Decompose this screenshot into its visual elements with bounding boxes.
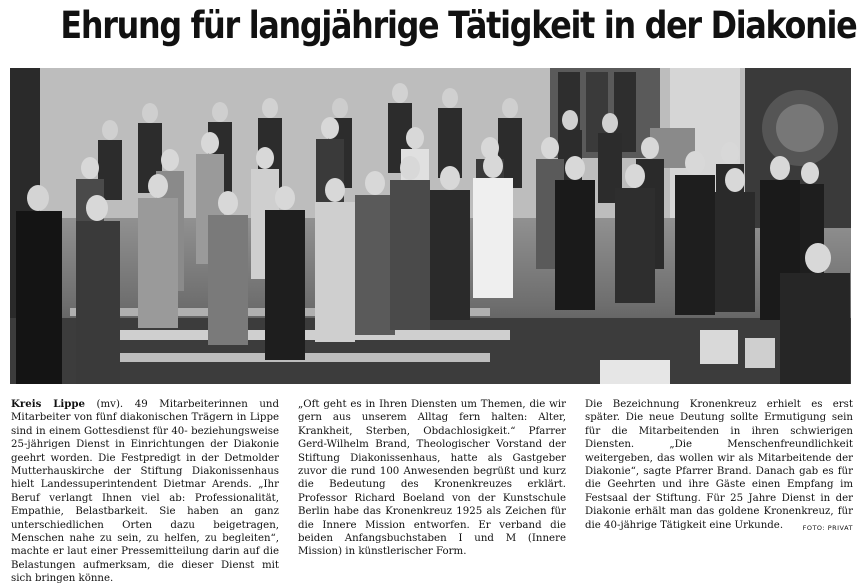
article-text-3: Die Bezeichnung Kronenkreuz erhielt es erst später. Die neue Deutung sollte Ermutigung sein für die Mitarbeitenden in ihren schwierigen Diensten. „Die Menschenfreundlichkeit weitergeben, das wollen wir als Mitarbeitende der Diakonie“, sagte Pfarrer Brand. Danach gab es für die Geehrten und ihre Gäste einen Empfang im Festsaal der Stiftung. Für 25 Jahre Dienst in der Diakonie erhält man das goldene Kronenkreuz, für die 40-jährige Tätigkeit eine Urkunde.: [585, 399, 853, 531]
photo-credit: FOTO: PRIVAT: [802, 523, 853, 532]
article-text-1: (mv). 49 Mitarbeiterinnen und Mitarbeiter von fünf diakonischen Trägern in Lippe sind in einem Gottesdienst für 40- beziehungsweise 25-jährigen Dienst in Einrichtungen der Diakonie geehrt worden. Die Festpredigt in der Detmolder Mutterhauskirche der Stiftung Diakonissenhaus hielt Landessuperintendent Dietmar Arends. „Ihr Beruf verlangt Ihnen viel ab: Professionalität, Empathie, Belastbarkeit. Sie haben an ganz unterschiedlichen Orten dazu beigetragen, Menschen nahe zu sein, zu helfen, zu begleiten“, machte er laut einer Pressemitteilung darin auf die Belastungen aufmerksam, die dieser Dienst mit sich bringen könne.: [11, 399, 279, 585]
article-column-1: [11, 398, 279, 586]
group-photo: [10, 68, 851, 384]
article-text-2: „Oft geht es in Ihren Diensten um Themen, die wir gern aus unserem Alltag fern halten: Alter, Krankheit, Sterben, Obdachlosigkeit.“ Pfarrer Gerd-Wilhelm Brand, Theologischer Vorstand der Stiftung Diakonissenhaus, hatte als Gastgeber zuvor die rund 100 Anwesenden begrüßt und kurz die Bedeutung des Kronenkreuzes erklärt. Professor Richard Boeland von der Kunstschule Berlin habe das Kronenkreuz 1925 als Zeichen für die Innere Mission entworfen. Er verband die beiden Anfangsbuchstaben I und M (Innere Mission) in künstlerischer Form.: [298, 399, 566, 558]
article-location: Kreis Lippe: [11, 398, 85, 410]
article-column-2: [298, 398, 566, 559]
headline: Ehrung für langjährige Tätigkeit in der Diakonie: [60, 4, 857, 47]
group-photo-illustration: [10, 68, 851, 384]
article-column-3: [585, 398, 853, 535]
